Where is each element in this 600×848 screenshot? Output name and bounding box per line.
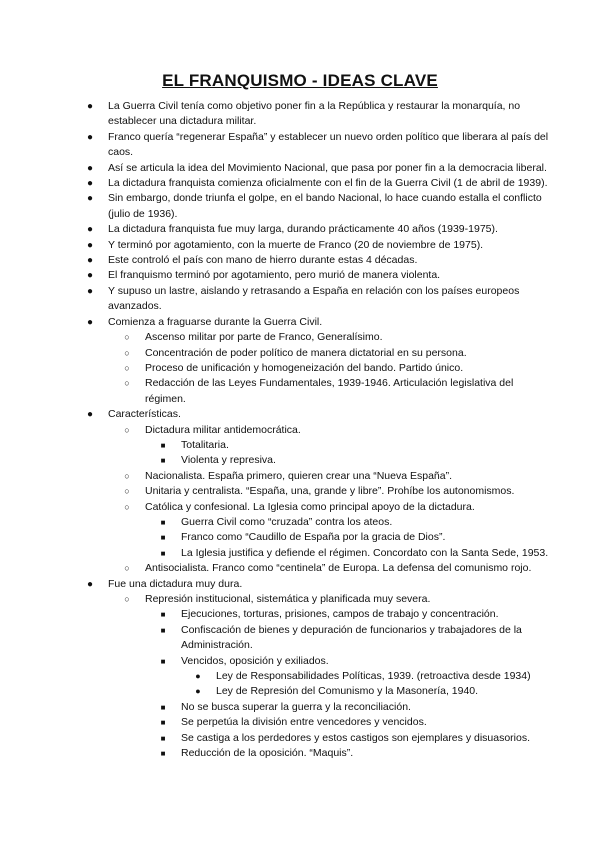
leyes-sublist [181,669,556,700]
circle-bullet-icon: ○ [124,362,130,373]
circle-bullet-icon: ○ [124,332,130,343]
list-item: ■ Totalitaria. [145,438,556,453]
list-item: ■ Vencidos, oposición y exiliados. ● Ley de Responsabilidades Políticas, 1939. (retroactiva desde 1934) ● Ley de Represión del Comunismo y la Masonería, 1940. [145,654,556,700]
circle-bullet-icon: ○ [124,347,130,358]
bullet-icon: ● [86,178,94,190]
circle-bullet-icon: ○ [124,470,130,481]
list-item: ● Este controló el país con mano de hierro durante estas 4 décadas. [0,253,600,268]
bullet-icon: ● [86,285,94,297]
bullet-icon: ● [86,131,94,143]
circle-bullet-icon: ○ [124,563,130,574]
list-item: ■ Franco como “Caudillo de España por la gracia de Dios”. [145,530,556,545]
fragua-sublist [108,330,556,407]
list-item: ○ Nacionalista. España primero, quieren crear una “Nueva España”. [108,469,556,484]
main-list [0,99,600,761]
list-item: ○ Proceso de unificación y homogeneización del bando. Partido único. [108,361,556,376]
square-bullet-icon: ■ [160,733,166,743]
list-item: ○ Católica y confesional. La Iglesia como principal apoyo de la dictadura. ■ Guerra Civil como “cruzada” contra los ateos. ■ Franco como “Caudillo de España por la gracia de Dios”. ■ La Iglesia justifica y defiende el régimen. Concordato con la Santa Sede, 1953. [108,500,556,562]
list-item: ○ Unitaria y centralista. “España, una, grande y libre”. Prohíbe los autonomismos. [108,484,556,499]
list-item-dura: ● Fue una dictadura muy dura. ○ Represión institucional, sistemática y planificada muy severa. ■ Ejecuciones, torturas, prisiones, campos de trabajo y concentración. ■ Confiscación de bienes y depuración de funcionarios y trabajadores de la Administración. ■ Vencidos, oposición y exiliados. ● Ley de Responsabilidades Políticas, 1939. (retroactiva desde 1934) ● Ley de Represión del Comunismo y la Masonería, 1940. ■ No se busca superar la guerra y la reconciliación. ■ Se perpetúa la división entre vencedores y vencidos. ■ Se castiga a los perdedores y estos castigos son ejemplares y disuasorios. ■ Reducción de la oposición. “Maquis”. [0,577,600,762]
bullet-icon: ● [195,671,201,682]
list-item-caracteristicas: ● Características. ○ Dictadura militar antidemocrática. ■ Totalitaria. ■ Violenta y represiva. ○ Nacionalista. España primero, quieren crear una “Nueva España”. ○ Unitaria y centralista. “España, una, grande y libre”. Prohíbe los autonomismos. ○ Católica y confesional. La Iglesia como principal apoyo de la dictadura. ■ Guerra Civil como “cruzada” contra los ateos. ■ Franco como “Caudillo de España por la gracia de Dios”. ■ La Iglesia justifica y defiende el régimen. Concordato con la Santa Sede, 1953. ○ Antisocialista. Franco como “centinela” de Europa. La defensa del comunismo rojo. [0,407,600,576]
list-item: ■ La Iglesia justifica y defiende el régimen. Concordato con la Santa Sede, 1953. [145,546,556,561]
square-bullet-icon: ■ [160,656,166,666]
list-item: ■ Guerra Civil como “cruzada” contra los ateos. [145,515,556,530]
list-item: ● Franco quería “regenerar España” y establecer un nuevo orden político que liberara al país del caos. [86,130,549,159]
circle-bullet-icon: ○ [124,594,130,604]
square-bullet-icon: ■ [160,533,166,543]
list-item: ● Sin embargo, donde triunfa el golpe, en el bando Nacional, lo hace cuando estalla el conflicto (julio de 1936). [86,192,542,220]
document-body [0,99,600,761]
list-item: ● La Guerra Civil tenía como objetivo poner fin a la República y restaurar la monarquía, no establecer una dictadura militar. [86,100,521,128]
square-bullet-icon: ■ [160,702,166,712]
list-item: ■ Se perpetúa la división entre vencedores y vencidos. [145,715,556,730]
bullet-icon: ● [195,686,201,697]
list-item: ○ Represión institucional, sistemática y planificada muy severa. ■ Ejecuciones, torturas, prisiones, campos de trabajo y concentración. ■ Confiscación de bienes y depuración de funcionarios y trabajadores de la Administración. ■ Vencidos, oposición y exiliados. ● Ley de Responsabilidades Políticas, 1939. (retroactiva desde 1934) ● Ley de Represión del Comunismo y la Masonería, 1940. ■ No se busca superar la guerra y la reconciliación. ■ Se perpetúa la división entre vencedores y vencidos. ■ Se castiga a los perdedores y estos castigos son ejemplares y disuasorios. ■ Reducción de la oposición. “Maquis”. [108,592,556,761]
list-item: ● La dictadura franquista comienza oficialmente con el fin de la Guerra Civil (1 de abril de 1939). [0,176,600,191]
catolica-sublist [145,515,556,561]
circle-bullet-icon: ○ [124,378,130,389]
square-bullet-icon: ■ [160,718,166,728]
list-item: ● La dictadura franquista fue muy larga, durando prácticamente 40 años (1939-1975). [0,222,600,237]
circle-bullet-icon: ○ [124,486,130,497]
square-bullet-icon: ■ [160,625,166,635]
bullet-icon: ● [86,193,94,205]
list-item: ○ Ascenso militar por parte de Franco, Generalísimo. [108,330,556,345]
list-item: ■ Se castiga a los perdedores y estos castigos son ejemplares y disuasorios. [145,731,556,746]
square-bullet-icon: ■ [160,749,166,759]
list-item: ● Y supuso un lastre, aislando y retrasando a España en relación con los países europeos avanzados. [86,284,520,313]
list-item: ■ Ejecuciones, torturas, prisiones, campos de trabajo y concentración. [145,607,556,622]
circle-bullet-icon: ○ [124,501,130,512]
list-item: ■ No se busca superar la guerra y la reconciliación. [145,700,556,715]
circle-bullet-icon: ○ [124,424,130,435]
square-bullet-icon: ■ [160,517,166,527]
bullet-icon: ● [86,409,94,421]
bullet-icon: ● [86,316,94,328]
list-item: ● El franquismo terminó por agotamiento, pero murió de manera violenta. [0,268,600,283]
list-item: ● Ley de Responsabilidades Políticas, 1939. (retroactiva desde 1934) [181,669,556,684]
bullet-icon: ● [86,578,94,590]
list-item: ○ Dictadura militar antidemocrática. ■ Totalitaria. ■ Violenta y represiva. [108,423,556,469]
list-item-fragua: ● Comienza a fraguarse durante la Guerra Civil. ○ Ascenso militar por parte de Franco, Generalísimo. ○ Concentración de poder político de manera dictatorial en su persona. ○ Proceso de unificación y homogeneización del bando. Partido único. ○ Redacción de las Leyes Fundamentales, 1939-1946. Articulación legislativa del régimen. [0,315,600,407]
list-item: ● Ley de Represión del Comunismo y la Masonería, 1940. [181,684,556,699]
list-item: ● Así se articula la idea del Movimiento Nacional, que pasa por poner fin a la democracia liberal. [0,161,600,176]
bullet-icon: ● [86,162,94,174]
square-bullet-icon: ■ [160,456,166,466]
represion-sublist [145,607,556,761]
militar-sublist [145,438,556,469]
square-bullet-icon: ■ [160,610,166,620]
bullet-icon: ● [86,239,94,251]
bullet-icon: ● [86,224,94,236]
caracteristicas-sublist [108,423,556,577]
square-bullet-icon: ■ [160,548,166,558]
list-item: ■ Violenta y represiva. [145,453,556,468]
bullet-icon: ● [86,255,94,267]
list-item: ■ Confiscación de bienes y depuración de funcionarios y trabajadores de la Administración. [145,623,556,654]
bullet-icon: ● [86,270,94,282]
page-title: EL FRANQUISMO - IDEAS CLAVE [162,71,438,90]
list-item: ○ Redacción de las Leyes Fundamentales, 1939-1946. Articulación legislativa del régimen. [108,376,556,407]
dura-sublist [108,592,556,761]
list-item: ■ Reducción de la oposición. “Maquis”. [145,746,556,761]
list-item: ○ Antisocialista. Franco como “centinela” de Europa. La defensa del comunismo rojo. [108,561,556,576]
list-item: ● Y terminó por agotamiento, con la muerte de Franco (20 de noviembre de 1975). [0,238,600,253]
list-item: ○ Concentración de poder político de manera dictatorial en su persona. [108,346,556,361]
square-bullet-icon: ■ [160,440,166,450]
bullet-icon: ● [86,101,94,112]
